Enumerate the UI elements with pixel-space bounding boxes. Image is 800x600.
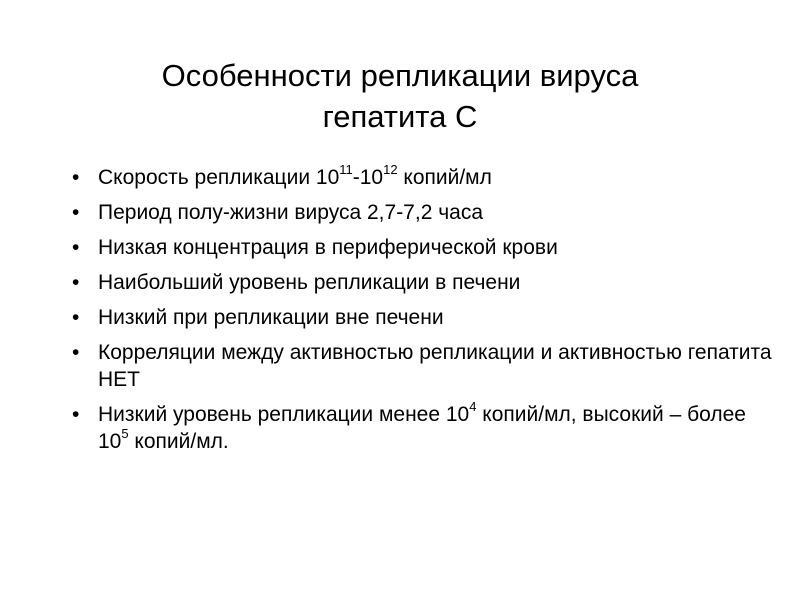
- bullet-dot-icon: •: [72, 166, 80, 189]
- superscript-exponent: 11: [339, 162, 353, 177]
- bullet-text: [98, 306, 444, 329]
- bullet-text-segment: Корреляции между активностью репликации и активностью гепатита НЕТ: [98, 341, 772, 391]
- bullet-text-segment: Низкая концентрация в периферической крови: [98, 236, 558, 259]
- slide-title-line-1: Особенности репликации вируса: [161, 57, 639, 93]
- bullet-text-segment: Наибольший уровень репликации в печени: [98, 271, 521, 294]
- bullet-dot-icon: •: [72, 271, 80, 294]
- bullet-dot-icon: •: [72, 341, 80, 364]
- bullet-text-segment: Низкий уровень репликации менее 10: [98, 403, 470, 426]
- bullet-text-segment: Скорость репликации 10: [98, 166, 340, 189]
- bullet-text-segment: копий/мл.: [128, 430, 229, 453]
- bullet-text: [98, 399, 746, 453]
- bullet-list: [72, 164, 772, 463]
- bullet-item: [72, 401, 772, 455]
- bullet-text: [98, 201, 483, 224]
- bullet-text-segment: -10: [352, 166, 384, 189]
- slide-title: [0, 55, 800, 137]
- bullet-item: [72, 164, 772, 191]
- bullet-dot-icon: •: [72, 403, 80, 426]
- bullet-text-segment: Низкий при репликации вне печени: [98, 306, 444, 329]
- slide-title-line-2: гепатита С: [322, 98, 478, 134]
- bullet-text: [98, 341, 772, 391]
- bullet-item: [72, 234, 772, 261]
- bullet-item: [72, 199, 772, 226]
- bullet-text-segment: копий/мл: [397, 166, 492, 189]
- bullet-item: [72, 339, 772, 393]
- superscript-exponent: 5: [121, 426, 129, 441]
- bullet-text: [98, 236, 558, 259]
- superscript-exponent: 12: [383, 162, 398, 177]
- bullet-dot-icon: •: [72, 201, 80, 224]
- bullet-item: [72, 269, 772, 296]
- bullet-item: [72, 304, 772, 331]
- bullet-text-segment: копий/мл, высокий – более 10: [98, 403, 746, 453]
- bullet-text-segment: Период полу-жизни вируса 2,7-7,2 часа: [98, 201, 484, 224]
- superscript-exponent: 4: [469, 399, 477, 414]
- bullet-dot-icon: •: [72, 306, 80, 329]
- bullet-text: [98, 271, 520, 294]
- bullet-dot-icon: •: [72, 236, 80, 259]
- bullet-text: [98, 162, 492, 189]
